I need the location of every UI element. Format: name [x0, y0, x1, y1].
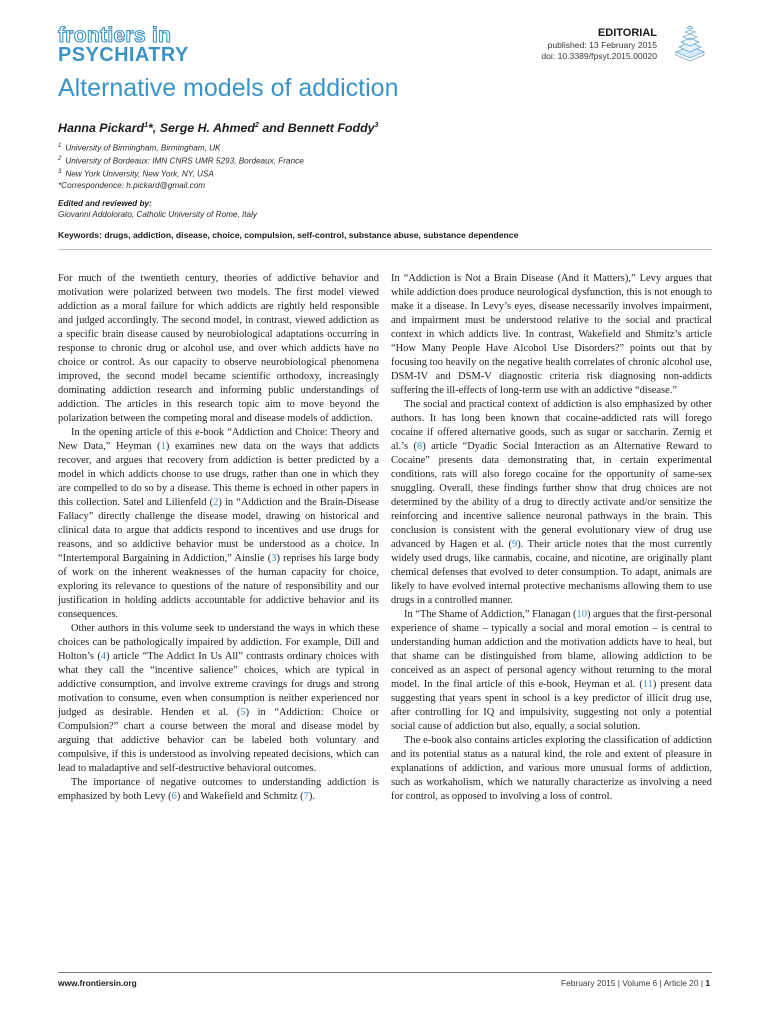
affiliation-1: $^1$ University of Birmingham, Birmingham, UK [58, 143, 221, 153]
doi: doi: 10.3389/fpsyt.2015.00020 [541, 51, 657, 61]
author-name: Serge H. Ahmed [159, 121, 255, 135]
citation-link[interactable]: 9 [511, 539, 518, 550]
body-text: The social and practical context of addiction is also emphasized by other authors. It has long been known that cocaine-addicted rats will forego cocaine if offered alternative goods, such as sugar or saccharin. Zernig et al.’s ( [391, 399, 712, 452]
correspondence: *Correspondence: h.pickard@gmail.com [58, 180, 206, 190]
stacked-journal-icon [670, 22, 710, 62]
editor-block [58, 198, 257, 220]
header-divider [58, 249, 712, 250]
citation-link[interactable]: 8 [417, 441, 423, 452]
article-type: EDITORIAL [597, 27, 657, 39]
body-text: ) present data suggesting that years spent in school is a key predictor of illicit drug use, after controlling for IQ and impulsivity, suggesting not only a potential social cause of addiction but also, equally, a social solution. [391, 679, 712, 732]
body-paragraph [391, 398, 712, 608]
author-name: Hanna Pickard [58, 121, 145, 135]
body-text: ) in “Addiction and the Brain-Disease Fallacy” directly challenge the disease model, drawing on historical and clinical data to argue that addicts respond to incentives and use drugs for reasons, and so addictive behavior must be understood as a choice. In “Intertemporal Bargaining in Addiction,” Ainslie ( [58, 497, 379, 564]
body-text: ) in “Addiction: Choice or Compulsion?” chart a course between the moral and disease model by arguing that addictive behavior can be labeled both voluntary and compulsive, if this is understood as involving repeated decisions, which can lead to maladaptive and self-destructive behavioral outcomes. [58, 707, 379, 774]
citation-link[interactable]: 3 [271, 553, 277, 564]
body-text: For much of the twentieth century, theories of addictive behavior and motivation were polarized between two models. The first model viewed addiction as a moral failure for which addicts are rightly held responsible and judged accordingly. The second model, in contrast, viewed addiction as a specific brain disease caused by neurobiological adaptations occurring in response to chronic drug or alcohol use, and over which addicts have no choice or control. As our capacity to observe neurobiological phenomena improved, the second model became scientific orthodoxy, increasingly dominating addiction research and informing public understandings of addiction. The articles in this research topic aim to move beyond the polarization between the competing moral and disease models of addiction. [58, 273, 379, 424]
body-text: ) examines new data on the ways that addicts recover, and argues that recovery from addiction is better predicted by a model in which addicts choose to use drugs, rather than one in which they are compelled to do so by a disease. This theme is echoed in other papers in this collection. Satel and Lilienfeld ( [58, 441, 379, 508]
author-name: Bennett Foddy [287, 121, 375, 135]
body-text: ) article “The Addict In Us All” contrasts ordinary choices with what they call the “incentive salience” choices, which are typical in addictive consumption, and involve extreme cravings for drugs and strong motivation to consume, even when consumption is neither experienced nor judged as desirable. Henden et al. ( [58, 651, 379, 718]
body-text: ) article “Dyadic Social Interaction as an Alternative Reward to Cocaine” presents data demonstrating that, in certain experimental conditions, rats will also forego cocaine for the opportunity of same-sex snuggling. Overall, these findings further show that drug choices are not determined by the ability of a drug to directly activate and/or sensitize the reinforcing and incentive salience neuronal pathways in the brain. This conclusion is consistent with the general evolutionary view of drug use advanced by Hagen et al. ( [391, 441, 712, 550]
body-text: ) argues that the first-personal experience of shame – typically a social and moral emotion – is central to understanding human addiction and the motivation addicts have to heal, but that shame can be distinguished from blame, allowing addiction to be conceived as an aspect of personal agency without returning to the moral model. In the final article of this e-book, Heyman et al. ( [391, 609, 712, 690]
author-affiliation-mark: 2 [254, 121, 259, 129]
body-text: Other authors in this volume seek to understand the ways in which these choices can be pathologically impaired by addiction. For example, Dill and Holton’s ( [58, 623, 379, 662]
author-list [58, 121, 378, 135]
body-paragraph [58, 272, 379, 426]
citation-link[interactable]: 5 [240, 707, 246, 718]
logo-line-2: PSYCHIATRY [58, 44, 189, 66]
author-separator: and [258, 121, 288, 135]
article-meta [541, 26, 657, 62]
published-date: published: 13 February 2015 [547, 40, 657, 50]
body-text: ) reprises his large body of work on the inherent weaknesses of the human capacity for choice, exploring its relevance to questions of the nature of responsibility and our justification in holding addicts accountable for addictive behavior and its consequences. [58, 553, 379, 620]
page-number: 1 [705, 978, 710, 988]
affiliation-3: $^3$ New York University, New York, NY, USA [58, 168, 214, 179]
body-paragraph [391, 272, 712, 398]
body-text: The importance of negative outcomes to understanding addiction is emphasized by both Levy ( [58, 777, 379, 802]
body-paragraph [58, 622, 379, 776]
body-paragraph [391, 734, 712, 804]
logo-line-1: frontiers in [58, 24, 172, 47]
citation-link[interactable]: 2 [213, 497, 219, 508]
body-text: ). Their article notes that the most currently widely used drugs, like cannabis, cocaine, and nicotine, are originally plant chemical defenses that evolved to deter consumption. To adapt, animals are likely to have evolved internal protective mechanisms allowing them to use drugs in a controlled manner. [391, 539, 712, 606]
body-column-left [58, 272, 379, 804]
citation-link[interactable]: 10 [576, 609, 587, 620]
author-separator: , [152, 121, 160, 135]
author-affiliation-mark: 1 [144, 121, 148, 129]
corresponding-mark: * [148, 121, 153, 135]
editor-name: Giovanni Addolorato, Catholic University of Rome, Italy [58, 210, 258, 219]
citation-link[interactable]: 6 [171, 791, 177, 802]
article-title: Alternative models of addiction [58, 74, 399, 102]
body-text: In “The Shame of Addiction,” Flanagan ( [404, 609, 577, 620]
body-column-right [391, 272, 712, 804]
citation-link[interactable]: 4 [100, 651, 107, 662]
affiliation-2: $^2$ University of Bordeaux: IMN CNRS UMR 5293, Bordeaux, France [58, 155, 304, 166]
journal-logo [58, 26, 189, 65]
body-paragraph [58, 776, 379, 804]
body-paragraph [58, 426, 379, 622]
affiliations [58, 141, 304, 191]
author-affiliation-mark: 3 [374, 121, 379, 129]
citation-link[interactable]: 7 [303, 791, 309, 802]
footer-url[interactable]: www.frontiersin.org [58, 978, 137, 988]
body-text: In “Addiction is Not a Brain Disease (And it Matters),” Levy argues that while addiction does produce neurological dysfunction, this is not enough to make it a disease. In Levy’s eyes, disease necessarily involves impairment, and impairment must be understood relative to the social and practical context in which addicts live. In contrast, Wakefield and Shmitz’s article “How Many People Have Alcohol Use Disorders?” points out that by focusing too heavily on the negative health correlates of chronic alcohol use, DSM-IV and DSM-V diagnostic criteria risk diagnosing non-addicts suffering the ill-effects of long-term use with an addictive “disease.” [391, 273, 712, 396]
body-text: ) and Wakefield and Schmitz ( [176, 791, 304, 802]
body-text: ). [308, 791, 315, 802]
edited-by-heading: Edited and reviewed by: [58, 199, 152, 208]
body-paragraph [391, 608, 712, 734]
footer-issue: February 2015 | Volume 6 | Article 20 | 1 [561, 978, 710, 988]
body-text: In the opening article of this e-book “Addiction and Choice: Theory and New Data,” Heyman ( [58, 427, 379, 452]
citation-link[interactable]: 11 [642, 679, 653, 690]
citation-link[interactable]: 1 [160, 441, 166, 452]
body-text: The e-book also contains articles exploring the classification of addiction and its potential status as a natural kind, the role and extent of pleasure in explanations of addiction, and various more unusual forms of addiction, such as workaholism, which we naturally characterize as involving a need for control, as opposed to involving a loss of control. [391, 735, 712, 802]
footer-rule [58, 972, 712, 973]
keywords: Keywords: drugs, addiction, disease, choice, compulsion, self-control, substance abuse, substance dependence [58, 230, 519, 240]
